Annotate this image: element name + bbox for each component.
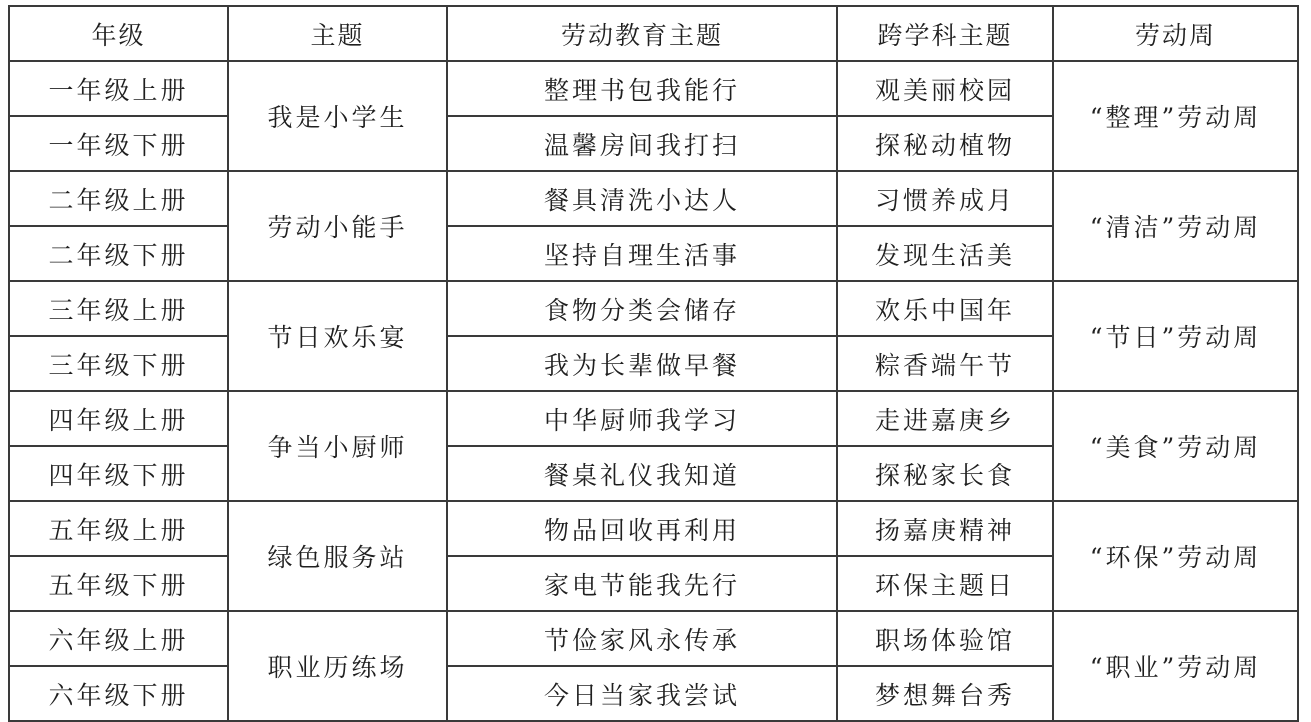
header-labor-theme: 劳动教育主题 <box>447 6 837 61</box>
table-row <box>9 611 1298 666</box>
labor-curriculum-table <box>8 5 1299 722</box>
labor-week-cell: “整理”劳动周 <box>1053 61 1298 171</box>
theme-cell: 劳动小能手 <box>228 171 447 281</box>
cross-subject-cell: 探秘动植物 <box>837 116 1053 171</box>
theme-cell: 我是小学生 <box>228 61 447 171</box>
table-header-row <box>9 6 1298 61</box>
grade-cell: 三年级下册 <box>9 336 228 391</box>
theme-cell: 争当小厨师 <box>228 391 447 501</box>
grade-cell: 六年级下册 <box>9 666 228 721</box>
labor-theme-cell: 中华厨师我学习 <box>447 391 837 446</box>
grade-cell: 三年级上册 <box>9 281 228 336</box>
cross-subject-cell: 欢乐中国年 <box>837 281 1053 336</box>
theme-cell: 绿色服务站 <box>228 501 447 611</box>
header-theme: 主题 <box>228 6 447 61</box>
labor-theme-cell: 家电节能我先行 <box>447 556 837 611</box>
labor-theme-cell: 节俭家风永传承 <box>447 611 837 666</box>
cross-subject-cell: 梦想舞台秀 <box>837 666 1053 721</box>
cross-subject-cell: 扬嘉庚精神 <box>837 501 1053 556</box>
cross-subject-cell: 职场体验馆 <box>837 611 1053 666</box>
labor-theme-cell: 餐桌礼仪我知道 <box>447 446 837 501</box>
labor-week-cell: “清洁”劳动周 <box>1053 171 1298 281</box>
grade-cell: 二年级下册 <box>9 226 228 281</box>
grade-cell: 一年级上册 <box>9 61 228 116</box>
cross-subject-cell: 粽香端午节 <box>837 336 1053 391</box>
labor-week-cell: “职业”劳动周 <box>1053 611 1298 721</box>
cross-subject-cell: 走进嘉庚乡 <box>837 391 1053 446</box>
table-row <box>9 171 1298 226</box>
labor-theme-cell: 整理书包我能行 <box>447 61 837 116</box>
labor-week-cell: “环保”劳动周 <box>1053 501 1298 611</box>
table-row <box>9 501 1298 556</box>
header-labor-week: 劳动周 <box>1053 6 1298 61</box>
labor-theme-cell: 坚持自理生活事 <box>447 226 837 281</box>
table-row <box>9 281 1298 336</box>
grade-cell: 二年级上册 <box>9 171 228 226</box>
theme-cell: 节日欢乐宴 <box>228 281 447 391</box>
labor-theme-cell: 我为长辈做早餐 <box>447 336 837 391</box>
labor-week-cell: “节日”劳动周 <box>1053 281 1298 391</box>
grade-cell: 四年级下册 <box>9 446 228 501</box>
table-row <box>9 391 1298 446</box>
header-grade: 年级 <box>9 6 228 61</box>
grade-cell: 五年级上册 <box>9 501 228 556</box>
grade-cell: 四年级上册 <box>9 391 228 446</box>
labor-week-cell: “美食”劳动周 <box>1053 391 1298 501</box>
grade-cell: 六年级上册 <box>9 611 228 666</box>
grade-cell: 五年级下册 <box>9 556 228 611</box>
cross-subject-cell: 探秘家长食 <box>837 446 1053 501</box>
labor-theme-cell: 物品回收再利用 <box>447 501 837 556</box>
theme-cell: 职业历练场 <box>228 611 447 721</box>
cross-subject-cell: 习惯养成月 <box>837 171 1053 226</box>
labor-theme-cell: 温馨房间我打扫 <box>447 116 837 171</box>
grade-cell: 一年级下册 <box>9 116 228 171</box>
cross-subject-cell: 环保主题日 <box>837 556 1053 611</box>
labor-theme-cell: 餐具清洗小达人 <box>447 171 837 226</box>
table-row <box>9 61 1298 116</box>
labor-theme-cell: 今日当家我尝试 <box>447 666 837 721</box>
header-cross-subject-theme: 跨学科主题 <box>837 6 1053 61</box>
cross-subject-cell: 发现生活美 <box>837 226 1053 281</box>
cross-subject-cell: 观美丽校园 <box>837 61 1053 116</box>
labor-theme-cell: 食物分类会储存 <box>447 281 837 336</box>
